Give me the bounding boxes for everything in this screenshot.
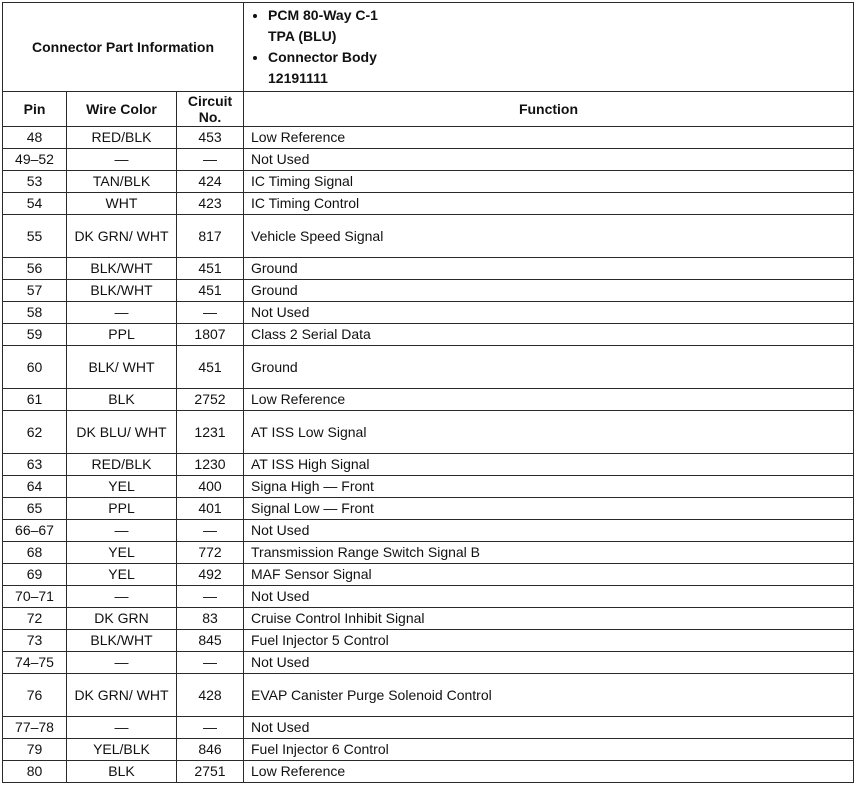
connector-detail-item	[268, 47, 849, 89]
connector-detail-item	[268, 5, 849, 47]
table-row	[3, 739, 854, 761]
pin-cell: 68	[3, 542, 67, 564]
pin-cell: 66–67	[3, 520, 67, 542]
circuit-number-cell: 772	[177, 542, 244, 564]
wire-color-cell: YEL	[67, 564, 177, 586]
table-row	[3, 324, 854, 346]
circuit-number-cell: 424	[177, 171, 244, 193]
wire-color-cell: BLK	[67, 389, 177, 411]
table-row	[3, 652, 854, 674]
circuit-number-cell: 1807	[177, 324, 244, 346]
pin-cell: 64	[3, 476, 67, 498]
function-cell: AT ISS High Signal	[244, 454, 854, 476]
wire-color-cell: YEL	[67, 476, 177, 498]
function-cell: Not Used	[244, 717, 854, 739]
column-header-row	[3, 92, 854, 127]
function-cell: Ground	[244, 280, 854, 302]
table-row	[3, 498, 854, 520]
function-cell: Fuel Injector 5 Control	[244, 630, 854, 652]
circuit-number-cell: 1230	[177, 454, 244, 476]
wire-color-cell: BLK	[67, 761, 177, 783]
wire-color-cell: BLK/WHT	[67, 630, 177, 652]
circuit-number-cell: 400	[177, 476, 244, 498]
table-row	[3, 586, 854, 608]
circuit-number-cell: 453	[177, 127, 244, 149]
wire-color-cell: YEL	[67, 542, 177, 564]
pin-cell: 65	[3, 498, 67, 520]
function-cell: Not Used	[244, 302, 854, 324]
circuit-number-cell: 845	[177, 630, 244, 652]
wire-color-cell: BLK/ WHT	[67, 346, 177, 389]
table-row	[3, 520, 854, 542]
function-cell: Not Used	[244, 586, 854, 608]
pin-cell: 79	[3, 739, 67, 761]
table-row	[3, 564, 854, 586]
circuit-number-cell: 492	[177, 564, 244, 586]
column-header-pin: Pin	[3, 92, 67, 127]
pin-cell: 69	[3, 564, 67, 586]
wire-color-cell: TAN/BLK	[67, 171, 177, 193]
function-cell: MAF Sensor Signal	[244, 564, 854, 586]
wire-color-cell: —	[67, 717, 177, 739]
table-row	[3, 346, 854, 389]
table-row	[3, 542, 854, 564]
wire-color-cell: —	[67, 652, 177, 674]
pin-cell: 63	[3, 454, 67, 476]
table-row	[3, 761, 854, 783]
table-row	[3, 302, 854, 324]
function-cell: Signal Low — Front	[244, 498, 854, 520]
circuit-number-cell: 451	[177, 280, 244, 302]
circuit-number-cell: 817	[177, 215, 244, 258]
pin-cell: 59	[3, 324, 67, 346]
function-cell: Transmission Range Switch Signal B	[244, 542, 854, 564]
circuit-number-cell: —	[177, 302, 244, 324]
wire-color-cell: BLK/WHT	[67, 280, 177, 302]
table-row	[3, 717, 854, 739]
column-header-wire-color: Wire Color	[67, 92, 177, 127]
wire-color-cell: DK GRN/ WHT	[67, 674, 177, 717]
table-row	[3, 674, 854, 717]
wire-color-cell: YEL/BLK	[67, 739, 177, 761]
wire-color-cell: DK GRN	[67, 608, 177, 630]
function-cell: Not Used	[244, 520, 854, 542]
table-row	[3, 280, 854, 302]
pinout-rows	[3, 127, 854, 783]
function-cell: Cruise Control Inhibit Signal	[244, 608, 854, 630]
function-cell: Not Used	[244, 149, 854, 171]
pin-cell: 49–52	[3, 149, 67, 171]
wire-color-cell: BLK/WHT	[67, 258, 177, 280]
pin-cell: 48	[3, 127, 67, 149]
circuit-number-cell: —	[177, 586, 244, 608]
pin-cell: 56	[3, 258, 67, 280]
table-row	[3, 258, 854, 280]
pin-cell: 57	[3, 280, 67, 302]
table-row	[3, 127, 854, 149]
pin-cell: 76	[3, 674, 67, 717]
function-cell: Low Reference	[244, 761, 854, 783]
connector-info-row	[3, 3, 854, 92]
function-cell: Low Reference	[244, 127, 854, 149]
circuit-number-cell: —	[177, 149, 244, 171]
function-cell: Signa High — Front	[244, 476, 854, 498]
function-cell: Ground	[244, 346, 854, 389]
wire-color-cell: DK GRN/ WHT	[67, 215, 177, 258]
function-cell: Ground	[244, 258, 854, 280]
circuit-number-cell: —	[177, 652, 244, 674]
connector-detail-line1: Connector Body	[268, 49, 377, 65]
circuit-number-cell: 451	[177, 258, 244, 280]
circuit-number-cell: 428	[177, 674, 244, 717]
table-row	[3, 476, 854, 498]
table-row	[3, 411, 854, 454]
circuit-number-cell: 2751	[177, 761, 244, 783]
table-row	[3, 171, 854, 193]
circuit-number-cell: —	[177, 520, 244, 542]
pin-cell: 74–75	[3, 652, 67, 674]
table-row	[3, 193, 854, 215]
function-cell: Fuel Injector 6 Control	[244, 739, 854, 761]
wire-color-cell: —	[67, 586, 177, 608]
pin-cell: 77–78	[3, 717, 67, 739]
pin-cell: 80	[3, 761, 67, 783]
table-row	[3, 215, 854, 258]
pin-cell: 60	[3, 346, 67, 389]
table-row	[3, 630, 854, 652]
function-cell: Not Used	[244, 652, 854, 674]
circuit-number-cell: 401	[177, 498, 244, 520]
function-cell: Class 2 Serial Data	[244, 324, 854, 346]
circuit-number-cell: 846	[177, 739, 244, 761]
wire-color-cell: PPL	[67, 324, 177, 346]
circuit-number-cell: —	[177, 717, 244, 739]
connector-detail-line1: PCM 80-Way C-1	[268, 7, 378, 23]
column-header-circuit-no: Circuit No.	[177, 92, 244, 127]
table-row	[3, 389, 854, 411]
connector-details-list	[248, 5, 849, 89]
table-row	[3, 608, 854, 630]
connector-details	[244, 3, 854, 92]
pin-cell: 61	[3, 389, 67, 411]
wire-color-cell: WHT	[67, 193, 177, 215]
wire-color-cell: DK BLU/ WHT	[67, 411, 177, 454]
pin-cell: 73	[3, 630, 67, 652]
pin-cell: 70–71	[3, 586, 67, 608]
wire-color-cell: —	[67, 149, 177, 171]
connector-detail-line2: 12191111	[268, 70, 328, 86]
wire-color-cell: —	[67, 302, 177, 324]
circuit-number-cell: 451	[177, 346, 244, 389]
table-row	[3, 454, 854, 476]
function-cell: AT ISS Low Signal	[244, 411, 854, 454]
pin-cell: 53	[3, 171, 67, 193]
pin-cell: 58	[3, 302, 67, 324]
connector-part-info-label: Connector Part Information	[3, 3, 244, 92]
wire-color-cell: RED/BLK	[67, 127, 177, 149]
function-cell: Vehicle Speed Signal	[244, 215, 854, 258]
wire-color-cell: RED/BLK	[67, 454, 177, 476]
function-cell: EVAP Canister Purge Solenoid Control	[244, 674, 854, 717]
connector-pinout-table	[2, 2, 854, 783]
pin-cell: 54	[3, 193, 67, 215]
pin-cell: 55	[3, 215, 67, 258]
circuit-number-cell: 83	[177, 608, 244, 630]
circuit-number-cell: 423	[177, 193, 244, 215]
function-cell: IC Timing Control	[244, 193, 854, 215]
pin-cell: 72	[3, 608, 67, 630]
circuit-number-cell: 1231	[177, 411, 244, 454]
column-header-function: Function	[244, 92, 854, 127]
pin-cell: 62	[3, 411, 67, 454]
connector-detail-line2: TPA (BLU)	[268, 28, 337, 44]
wire-color-cell: —	[67, 520, 177, 542]
function-cell: IC Timing Signal	[244, 171, 854, 193]
wire-color-cell: PPL	[67, 498, 177, 520]
circuit-number-cell: 2752	[177, 389, 244, 411]
function-cell: Low Reference	[244, 389, 854, 411]
table-row	[3, 149, 854, 171]
